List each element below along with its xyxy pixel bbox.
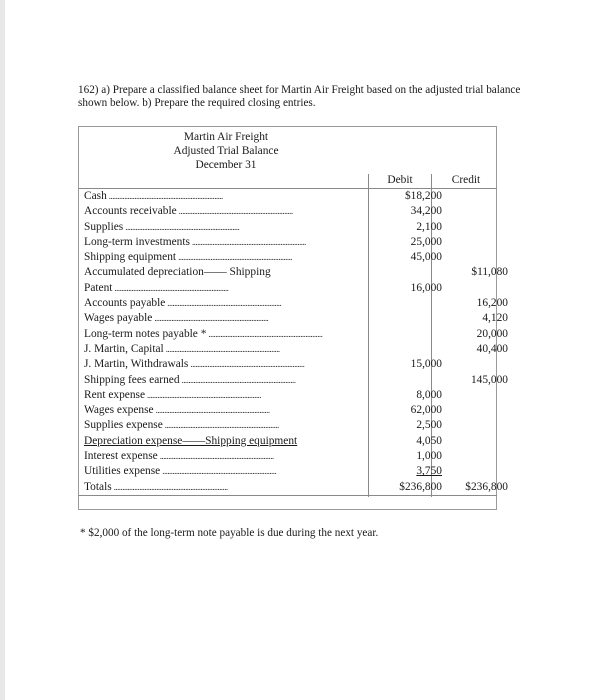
table-row — [84, 281, 497, 296]
table-bottom-rule — [78, 495, 497, 496]
table-row — [84, 464, 497, 479]
account-name-cell — [84, 204, 361, 219]
credit-amount: 40,400 — [476, 342, 508, 355]
credit-total: $236,800 — [465, 480, 508, 493]
account-name-cell — [84, 480, 361, 495]
debit-amount: 1,000 — [416, 450, 442, 463]
account-name: Accounts payable — [84, 297, 166, 310]
account-name-cell — [84, 250, 361, 265]
debit-amount: 8,000 — [416, 388, 442, 401]
account-name: Long-term notes payable * — [84, 327, 207, 340]
table-row — [84, 357, 497, 372]
account-name-cell — [84, 388, 361, 403]
table-row — [84, 189, 497, 204]
table-row — [84, 327, 508, 342]
debit-amount: 16,000 — [410, 281, 442, 294]
account-name: Supplies — [84, 220, 124, 233]
account-name-cell — [84, 296, 361, 311]
account-name: Rent expense — [84, 388, 146, 401]
account-name-cell — [84, 342, 361, 357]
debit-amount: $18,200 — [404, 190, 442, 202]
company-name: Martin Air Freight — [183, 131, 269, 143]
debit-amount: 2,500 — [416, 419, 442, 432]
account-name: Long-term investments — [84, 235, 190, 248]
statement-date: December 31 — [195, 159, 257, 171]
account-name-cell — [84, 373, 361, 388]
account-name-cell — [84, 403, 361, 418]
table-row — [84, 434, 497, 449]
credit-amount: 4,120 — [482, 312, 508, 325]
account-name: Depreciation expense——Shipping equipment — [84, 434, 298, 447]
credit-amount: 145,000 — [470, 373, 508, 386]
account-name: J. Martin, Withdrawals — [84, 358, 189, 371]
debit-amount: 15,000 — [410, 358, 442, 371]
table-row — [84, 418, 497, 433]
account-name: Accumulated depreciation—— Shipping — [84, 266, 271, 279]
credit-amount: 16,200 — [476, 297, 508, 310]
footnote: * $2,000 of the long-term note payable is due during the next year. — [80, 527, 379, 539]
account-name-cell — [84, 327, 361, 342]
table-row — [84, 403, 497, 418]
account-name: Supplies expense — [84, 419, 163, 432]
account-name-cell — [84, 220, 361, 235]
debit-column-header: Debit — [387, 174, 413, 186]
account-name-cell — [84, 464, 361, 479]
account-name: Shipping fees earned — [84, 373, 180, 386]
debit-amount: 34,200 — [410, 205, 442, 218]
statement-header — [78, 130, 374, 172]
account-name-cell — [84, 265, 361, 280]
table-row — [84, 480, 508, 495]
account-name: Wages payable — [84, 312, 153, 325]
account-name-cell — [84, 235, 361, 250]
table-row — [84, 449, 497, 464]
account-name: Wages expense — [84, 404, 154, 417]
account-name: Utilities expense — [84, 465, 161, 478]
account-name: Cash — [84, 190, 107, 202]
table-row — [84, 265, 508, 280]
account-name: Accounts receivable — [84, 205, 177, 218]
table-row — [84, 220, 497, 235]
debit-amount: 25,000 — [410, 235, 442, 248]
credit-amount: $11,080 — [471, 266, 508, 279]
account-name-cell — [84, 189, 361, 204]
statement-title: Adjusted Trial Balance — [173, 145, 279, 157]
account-name-cell — [84, 311, 361, 326]
account-name: Totals — [84, 480, 112, 493]
table-row — [84, 373, 508, 388]
left-margin-strip — [0, 0, 5, 700]
table-row — [84, 250, 497, 265]
table-row — [84, 311, 508, 326]
debit-total: $236,800 — [399, 480, 442, 493]
table-row — [84, 204, 497, 219]
account-name: Shipping equipment — [84, 251, 177, 264]
debit-amount: 62,000 — [410, 404, 442, 417]
account-name: Interest expense — [84, 450, 158, 463]
debit-amount: 2,100 — [416, 220, 442, 233]
debit-amount: 3,750 — [416, 465, 442, 478]
debit-amount: 4,050 — [416, 434, 442, 447]
account-name: J. Martin, Capital — [84, 342, 164, 355]
debit-amount: 45,000 — [410, 251, 442, 264]
account-list — [84, 189, 508, 495]
account-name-cell — [84, 434, 361, 449]
credit-amount: 20,000 — [476, 327, 508, 340]
account-name-cell — [84, 357, 361, 372]
account-name-cell — [84, 418, 361, 433]
table-row — [84, 296, 508, 311]
table-row — [84, 235, 497, 250]
table-row — [84, 388, 497, 403]
account-name: Patent — [84, 281, 113, 294]
credit-column-header: Credit — [451, 174, 481, 186]
account-name-cell — [84, 449, 361, 464]
table-row — [84, 342, 508, 357]
question-text: 162) a) Prepare a classified balance sheet for Martin Air Freight based on the adjusted trial balance shown below. b) Prepare the required closing entries. — [78, 84, 521, 109]
account-name-cell — [84, 281, 361, 296]
